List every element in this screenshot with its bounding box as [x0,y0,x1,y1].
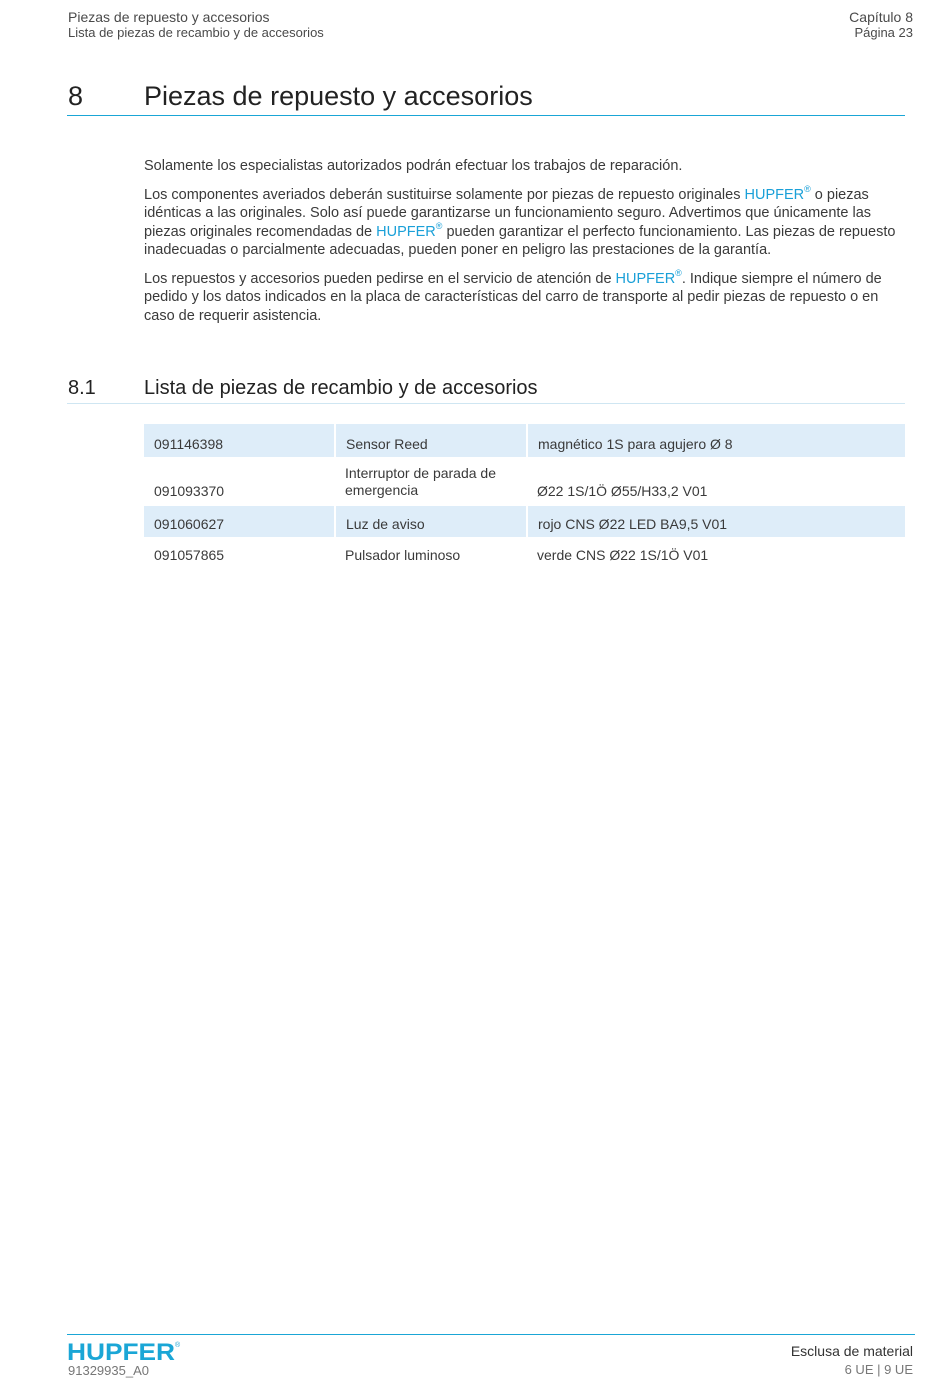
paragraph-1 [144,157,904,176]
registered-mark: ® [804,183,811,194]
header-subsection: Lista de piezas de recambio y de accesorios [68,25,324,40]
brand-text: HUPFER [615,270,676,287]
part-code: 091146398 [144,424,335,457]
table-row [144,537,900,568]
p1-text: Solamente los especialistas autorizados podrán efectuar los trabajos de reparación. [144,158,683,174]
header-page: Página 23 [854,25,913,40]
p2-text-c: pueden garantizar el perfecto funcionamiento. Las piezas de repuesto inadecuadas o parcialmente adecuadas, pueden poner en peligro las prestaciones de la garantía. [144,223,896,258]
chapter-title: Piezas de repuesto y accesorios [144,81,533,111]
part-name-line: emergencia [345,482,419,498]
section-heading [67,375,905,404]
hupfer-logo [67,1339,182,1363]
registered-mark: ® [675,267,682,278]
p3-text-a: Los repuestos y accesorios pueden pedirse en el servicio de atención de [144,270,616,287]
parts-table [144,424,905,568]
logo-text: HUPFER [67,1339,175,1363]
section-title: Lista de piezas de recambio y de accesorios [144,377,538,399]
footer-right [791,1343,913,1380]
paragraph-2 [144,183,904,260]
p2-text-a: Los componentes averiados deberán sustituirse solamente por piezas de repuesto originales [144,186,745,203]
running-header-right [849,9,913,41]
brand-name [615,267,682,287]
part-name: Luz de aviso [335,506,527,537]
part-name: Sensor Reed [335,424,527,457]
paragraph-3 [144,267,904,326]
footer-divider [67,1334,915,1335]
p2-text-b: o piezas idénticas a las originales. Solo así puede garantizarse un funcionamiento seguro. Advertimos que únicamente las piezas originales recomendadas de [144,186,872,240]
product-name: Esclusa de material [790,1343,913,1359]
part-code: 091060627 [144,506,335,537]
registered-mark: ® [435,220,443,231]
brand-name [376,220,443,240]
logo-registered-mark: ® [175,1342,181,1349]
brand-text: HUPFER [744,186,805,203]
section-number: 8.1 [68,377,96,399]
part-spec: Ø22 1S/1Ö Ø55/H33,2 V01 [537,483,708,499]
part-name: Pulsador luminoso [345,547,461,563]
part-code: 091057865 [154,547,225,563]
part-spec: verde CNS Ø22 1S/1Ö V01 [537,547,709,563]
part-name [335,457,527,506]
part-spec: rojo CNS Ø22 LED BA9,5 V01 [527,506,900,537]
chapter-number: 8 [68,81,84,111]
header-chapter: Capítulo 8 [849,9,913,25]
brand-text: HUPFER [376,223,436,240]
part-spec: magnético 1S para agujero Ø 8 [527,424,900,457]
table-row [144,506,900,537]
header-section: Piezas de repuesto y accesorios [68,9,270,25]
p3-text-b: . Indique siempre el número de pedido y los datos indicados en la placa de características del carro de transporte al pedir piezas de repuesto o en caso de requerir asistencia. [144,270,882,324]
intro-text [144,157,904,335]
table-row [144,424,900,457]
brand-name [744,183,811,203]
product-units: 6 UE | 9 UE [844,1362,913,1377]
part-code: 091093370 [154,483,225,499]
chapter-heading [67,79,905,116]
running-header-left [68,9,324,41]
table-row [144,457,900,506]
part-name-line: Interruptor de parada de [345,465,496,481]
document-code: 91329935_A0 [68,1363,149,1378]
